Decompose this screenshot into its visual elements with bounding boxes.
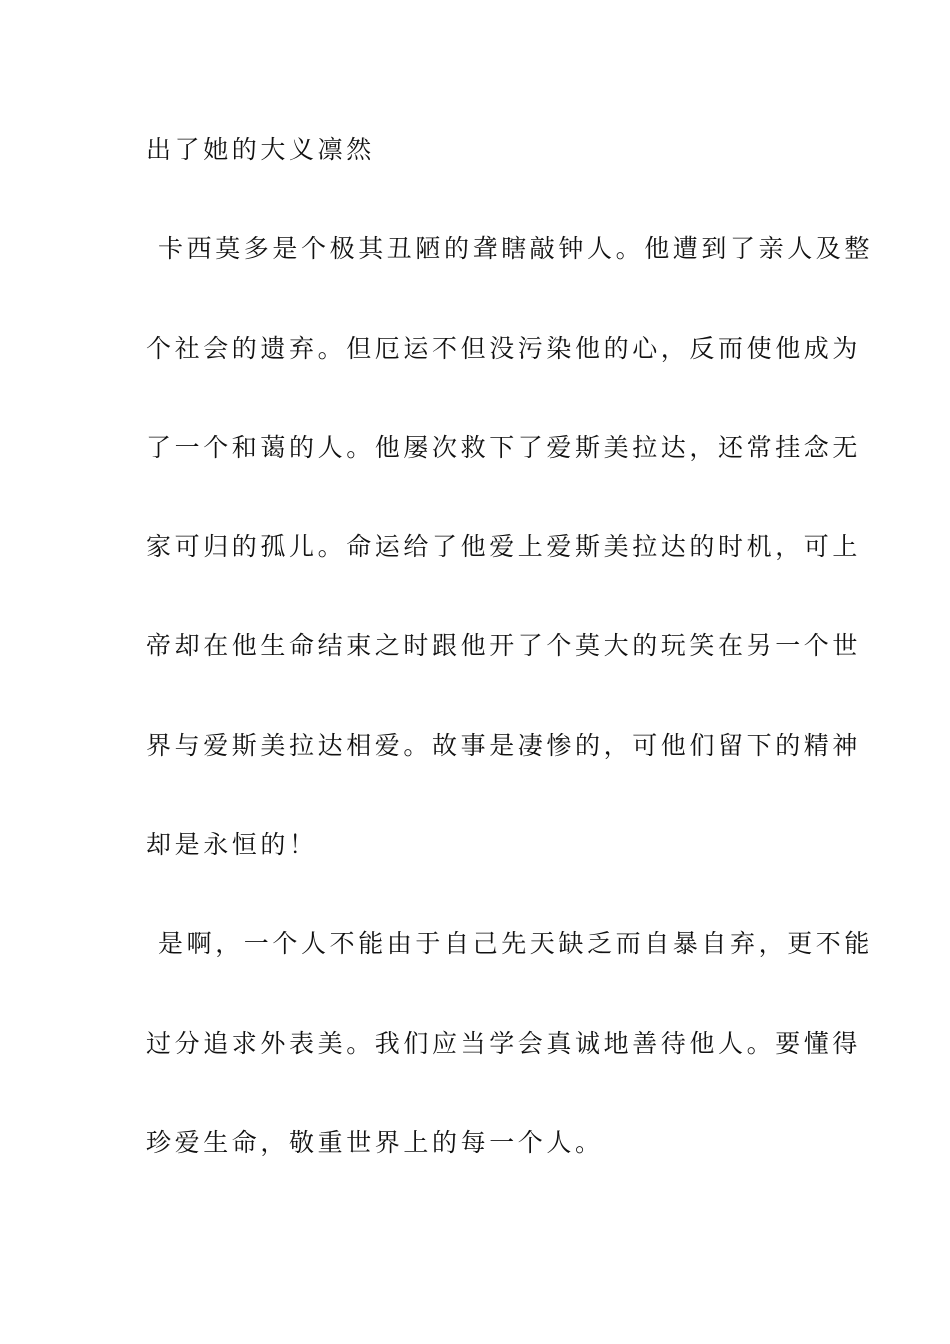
paragraph-start-line: 是啊，一个人不能由于自己先天缺乏而自暴自弃，更不能 — [158, 929, 874, 958]
text-line: 珍爱生命，敬重世界上的每一个人。 — [146, 1128, 604, 1157]
text-line: 帝却在他生命结束之时跟他开了个莫大的玩笑在另一个世 — [146, 631, 862, 660]
text-line: 出了她的大义凛然 — [146, 135, 375, 164]
text-line: 个社会的遗弃。但厄运不但没污染他的心，反而使他成为 — [146, 334, 862, 363]
text-line: 界与爱斯美拉达相爱。故事是凄惨的，可他们留下的精神 — [146, 731, 862, 760]
text-line: 却是永恒的！ — [146, 830, 318, 859]
text-line: 过分追求外表美。我们应当学会真诚地善待他人。要懂得 — [146, 1029, 862, 1058]
text-line: 了一个和蔼的人。他屡次救下了爱斯美拉达，还常挂念无 — [146, 433, 862, 462]
text-line: 家可归的孤儿。命运给了他爱上爱斯美拉达的时机，可上 — [146, 532, 862, 561]
paragraph-start-line: 卡西莫多是个极其丑陋的聋瞎敲钟人。他遭到了亲人及整 — [158, 234, 874, 263]
